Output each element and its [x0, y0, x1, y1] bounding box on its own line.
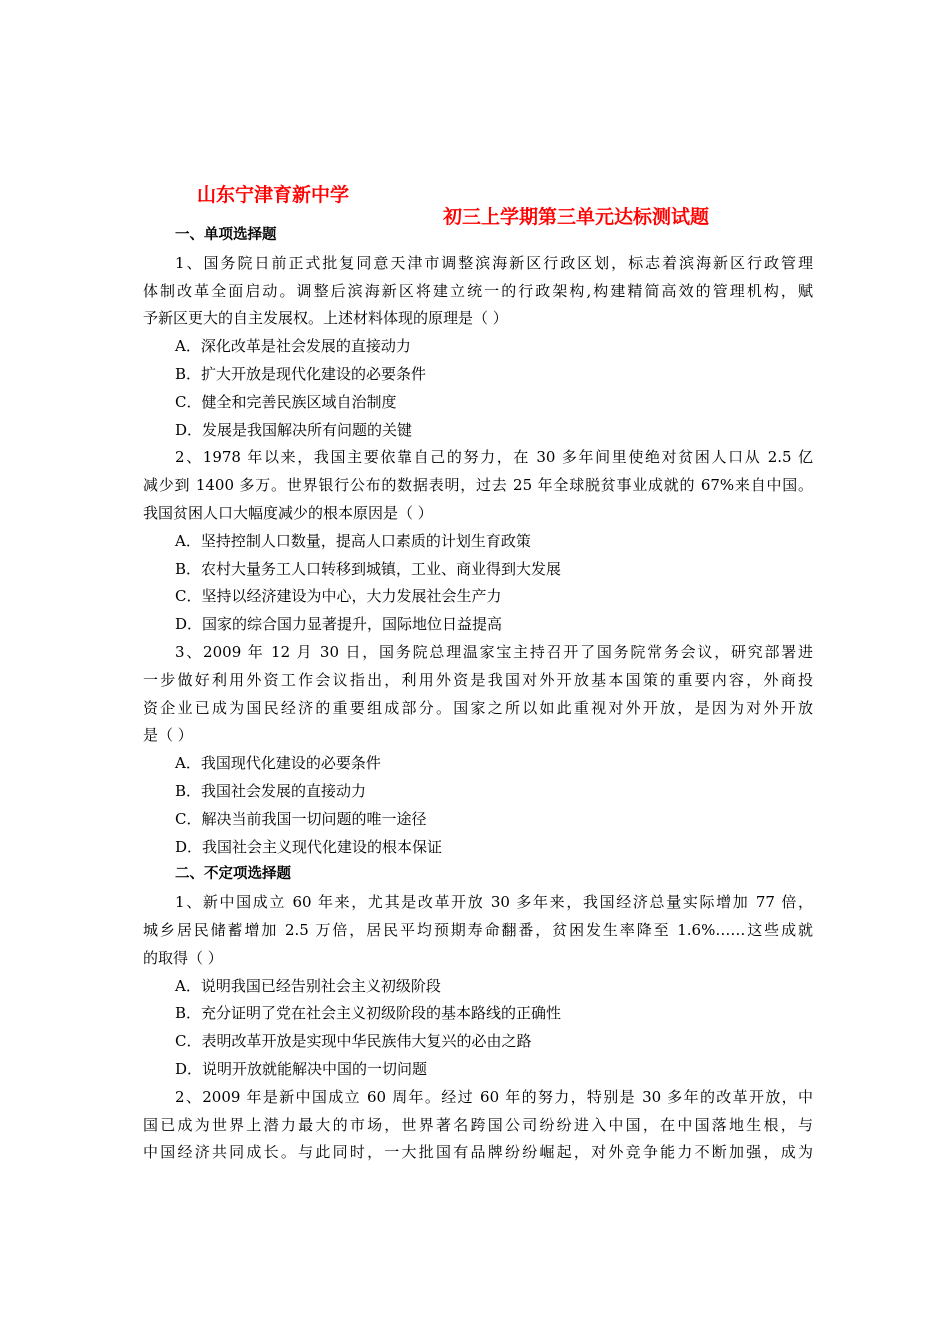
question-text-line: 国已成为世界上潜力最大的市场，世界著名跨国公司纷纷进入中国，在中国落地生根，与: [143, 1115, 813, 1134]
section-heading-multiple-choice: 二、不定项选择题: [175, 866, 291, 883]
question-text-line: 的取得（ ）: [143, 948, 223, 967]
question-text-line: 1、国务院日前正式批复同意天津市调整滨海新区行政区划，标志着滨海新区行政管理: [175, 253, 813, 272]
document-title: [0, 158, 950, 228]
question-text-line: 予新区更大的自主发展权。上述材料体现的原理是（ ）: [143, 309, 508, 328]
question-text-line: 减少到 1400 多万。世界银行公布的数据表明，过去 25 年全球脱贫事业成就的 67%来自中国。: [143, 476, 813, 495]
question-1-3: [143, 639, 813, 861]
option-c: C．表明改革开放是实现中华民族伟大复兴的必由之路: [175, 1032, 532, 1051]
option-a: A．说明我国已经告别社会主义初级阶段: [175, 976, 441, 995]
option-a: A．我国现代化建设的必要条件: [175, 754, 381, 773]
school-name: 山东宁津育新中学: [197, 184, 350, 206]
option-c: C．坚持以经济建设为中心，大力发展社会生产力: [175, 587, 502, 606]
document-body: [143, 222, 813, 1167]
option-a: A．坚持控制人口数量，提高人口素质的计划生育政策: [175, 531, 531, 550]
option-b: B．农村大量务工人口转移到城镇，工业、商业得到大发展: [175, 559, 562, 578]
option-a: A．深化改革是社会发展的直接动力: [175, 337, 411, 356]
option-b: B．扩大开放是现代化建设的必要条件: [175, 364, 427, 383]
question-text-line: 2、1978 年以来，我国主要依靠自己的努力，在 30 多年间里使绝对贫困人口从 2.5 亿: [175, 448, 813, 467]
option-c: C．健全和完善民族区域自治制度: [175, 392, 397, 411]
question-text-line: 是（ ）: [143, 726, 193, 745]
option-d: D．说明开放就能解决中国的一切问题: [175, 1059, 428, 1078]
question-1-1: [143, 250, 813, 445]
question-text-line: 一步做好利用外资工作会议指出，利用外资是我国对外开放基本国策的重要内容，外商投: [143, 670, 813, 689]
question-text-line: 中国经济共同成长。与此同时，一大批国有品牌纷纷崛起，对外竞争能力不断加强，成为: [143, 1143, 813, 1162]
question-text-line: 城乡居民储蓄增加 2.5 万倍，居民平均预期寿命翻番，贫困发生率降至 1.6%……这些成就: [143, 920, 813, 939]
option-b: B．我国社会发展的直接动力: [175, 781, 367, 800]
question-2-1: [143, 889, 813, 1084]
option-b: B．充分证明了党在社会主义初级阶段的基本路线的正确性: [175, 1004, 562, 1023]
question-text-line: 资企业已成为国民经济的重要组成部分。国家之所以如此重视对外开放，是因为对外开放: [143, 698, 813, 717]
question-text-line: 体制改革全面启动。调整后滨海新区将建立统一的行政架构,构建精简高效的管理机构，赋: [143, 281, 813, 300]
question-2-2: [143, 1084, 813, 1167]
option-d: D．国家的综合国力显著提升，国际地位日益提高: [175, 615, 503, 634]
option-d: D．我国社会主义现代化建设的根本保证: [175, 837, 443, 856]
option-d: D．发展是我国解决所有问题的关键: [175, 420, 413, 439]
option-c: C．解决当前我国一切问题的唯一途径: [175, 809, 427, 828]
question-1-2: [143, 444, 813, 639]
question-text-line: 2、2009 年是新中国成立 60 周年。经过 60 年的努力，特别是 30 多年的改革开放，中: [175, 1087, 813, 1106]
exam-name: 初三上学期第三单元达标测试题: [443, 206, 710, 228]
question-text-line: 我国贫困人口大幅度减少的根本原因是（ ）: [143, 503, 433, 522]
section-heading-single-choice: 一、单项选择题: [175, 227, 277, 243]
question-text-line: 1、新中国成立 60 年来，尤其是改革开放 30 多年来，我国经济总量实际增加 77 倍，: [175, 893, 813, 912]
question-text-line: 3、2009 年 12 月 30 日，国务院总理温家宝主持召开了国务院常务会议，研究部署进: [175, 642, 813, 661]
